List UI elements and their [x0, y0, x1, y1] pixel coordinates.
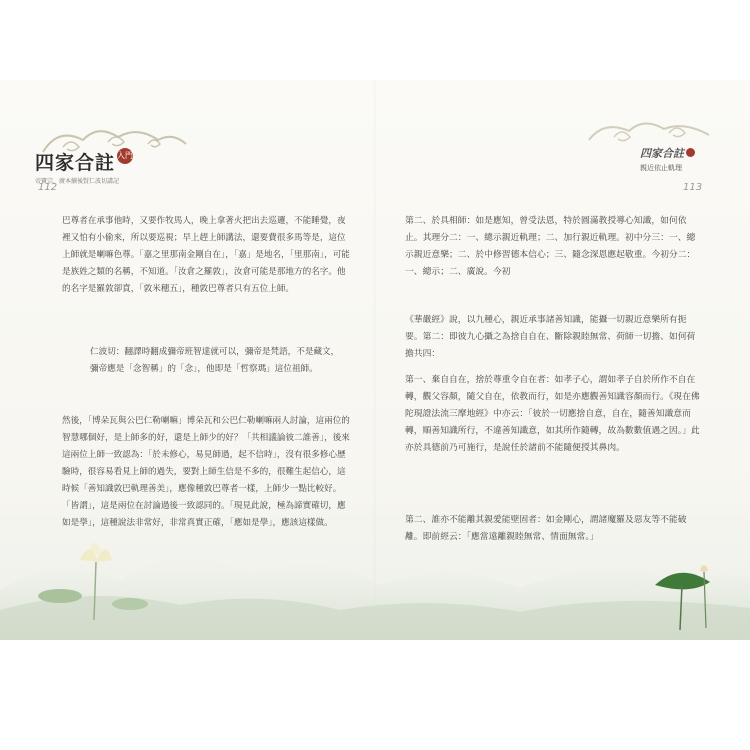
book-title-right: 四家合註 [640, 147, 684, 160]
book-title: 四家合註 [35, 152, 116, 174]
book-subtitle: 帝寶宗．廣本續後賢仁波切講記 [35, 178, 120, 185]
right-paragraph-4: 第二、誰亦不能離其親愛能壁固者：如金剛心，謂諸魔羅及惡友等不能破離。即前經云：「應當遠離親睦無常、情面無常。」 [405, 515, 687, 542]
page-number-right: 113 [683, 182, 703, 193]
right-paragraph-2: 《華嚴經》說，以九種心，親近承事諸善知識，能攝一切親近意樂所有扼要。第二：即彼九心攝之為捨自自在、斷除親睦無常、荷師一切擔、如何荷擔共四： [405, 315, 696, 359]
book-spread [0, 80, 750, 640]
right-paragraph-3: 第一、棄自自在，捨於尊重令自在者：如孝子心，謂如孝子自於所作不自在轉，觀父容顏，隨父自在，依教而行，如是亦應觀善知識容顏而行。《現在佛陀現證法流三摩地經》中亦云：「彼於一切應捨自意，自在，隨善知識意而轉，順善知識所行，不違善知識意，如其所作隨轉，故為數數值遇之因。」此亦於具德前乃可施行，是說任於諸前不能隨便授其鼻肉。 [405, 375, 700, 453]
right-paragraph-1: 第二、於具相師：如是應知，曾受法恩，特於圓滿教授導心知識，如何依止。其理分二：一、總示親近軌理；二、加行親近軌理。初中分三：一、總示親近意樂；二、於中修習德本信心；三、隨念深恩應起敬重。今初分二：一、總示；二、廣說。今初 [405, 216, 696, 277]
left-paragraph-1: 巴尊者在承事他時，又要作牧馬人，晚上拿著火把出去巡邏，不能睡覺，夜裡又怕有小偷來，所以要巡視；早上趕上師講法，還要費很多馬等是，這位上師就是喇嘛色尊。「嘉之里那南金剛自在」，「嘉」是地名，「里那南」，可能是族姓之類的名稱，不知道。「汝倉之羅敦」，汝倉可能是那地方的名字。他的名字是羅敦卻賁，「敦米穗五」，種敦巴尊者只有五位上師。 [62, 216, 350, 294]
page-number-left: 112 [38, 182, 58, 193]
right-page-header [640, 142, 695, 173]
chapter-title: 親近依止軌理 [640, 164, 682, 172]
left-paragraph-3: 然後，「博朵瓦與公巴仁勒喇嘛」博朵瓦和公巴仁勒喇嘛兩人討論，這兩位的智慧哪個好，是上師多的好，還是上師少的好？「共相議論彼二誰善」，後來這兩位上師一致認為：「於未修心，易見師過，起不信時」，沒有很多修心歷驗時，很容易看見上師的過失，要對上師生信是不多的，很難生起信心，這時候「善知識敦巴軌理善美」，應像種敦巴尊者一樣，上師少一點比較好。「皆謂」，這是兩位在討論過後一致認同的。「現見此說，極為諦實確切，應如是學」，這種說法非常好，非常真實正確，「應如是學」，應該這樣做。 [62, 416, 350, 528]
book-badge: 入門 [117, 148, 133, 164]
lotus-landscape-illustration [0, 500, 750, 640]
book-badge-small [686, 148, 695, 157]
left-page-header [35, 148, 133, 185]
left-paragraph-2: 仁波切：翻譯時翻成彌帝班智達就可以，彌帝是梵語，不是藏文，彌帝應是「念智稱」的「念」，他即是「哲察瑪」這位祖師。 [90, 347, 340, 374]
